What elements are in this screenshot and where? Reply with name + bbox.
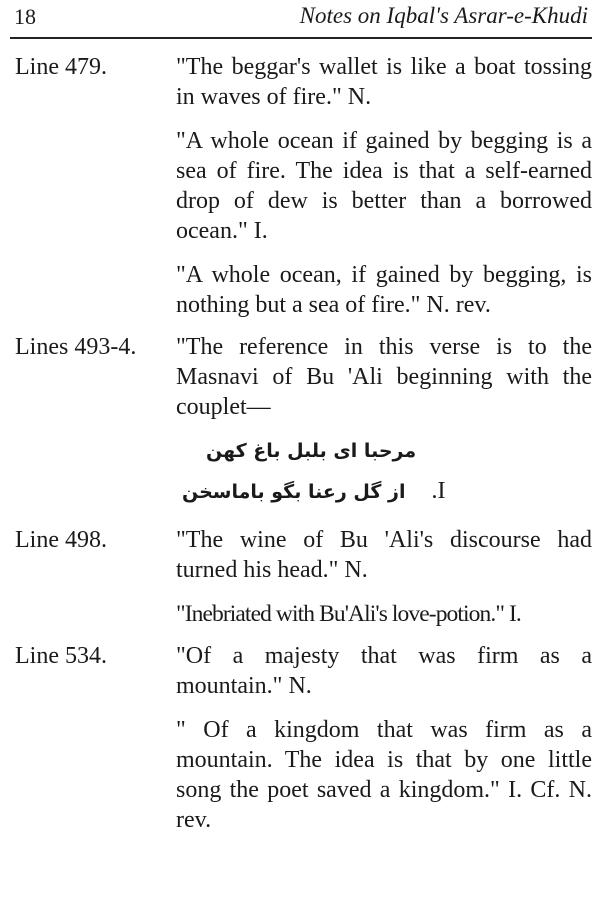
note-line-498: [12, 525, 592, 629]
source-tag: .I: [431, 478, 446, 504]
note-paragraph: "The reference in this verse is to the Masnavi of Bu 'Ali beginning with the couplet—: [176, 334, 592, 420]
note-paragraph: "Inebriated with Bu'Ali's love-potion." I.: [176, 601, 521, 627]
note-lines-493-4: [12, 332, 592, 513]
page-number: 18: [14, 4, 36, 29]
note-paragraph: "The beggar's wallet is like a boat tossing in waves of fire." N.: [176, 54, 592, 110]
note-paragraph: " Of a kingdom that was firm as a mountain. The idea is that by one little song the poet saved a kingdom." I. Cf. N. rev.: [176, 717, 592, 833]
note-body: [176, 52, 592, 320]
persian-couplet-row: [176, 476, 592, 507]
note-paragraph: "Of a majesty that was firm as a mountain." N.: [176, 643, 592, 699]
note-label: Line 479.: [15, 54, 107, 80]
note-body: [176, 332, 592, 513]
persian-couplet-line-2: از گل رعنا بگو باماسخن: [182, 481, 406, 503]
note-body: [176, 525, 592, 629]
header-rule: [10, 37, 592, 39]
note-label: Line 534.: [15, 643, 107, 669]
persian-couplet-line-1: مرحبا ای بلبل باغ کهن: [206, 440, 417, 462]
running-head: Notes on Iqbal's Asrar-e-Khudi: [299, 3, 588, 28]
note-paragraph: "A whole ocean if gained by begging is a sea of fire. The idea is that a self-earned drop of dew is better than a borrowed ocean." I.: [176, 128, 592, 244]
note-line-479: [12, 52, 592, 320]
note-line-534: [12, 641, 592, 835]
note-body: [176, 641, 592, 835]
note-paragraph: "A whole ocean, if gained by begging, is nothing but a sea of fire." N. rev.: [176, 262, 592, 318]
note-paragraph: "The wine of Bu 'Ali's discourse had turned his head." N.: [176, 527, 592, 583]
note-label: Lines 493-4.: [15, 334, 137, 360]
notes-list: [12, 52, 592, 847]
note-label: Line 498.: [15, 527, 107, 553]
